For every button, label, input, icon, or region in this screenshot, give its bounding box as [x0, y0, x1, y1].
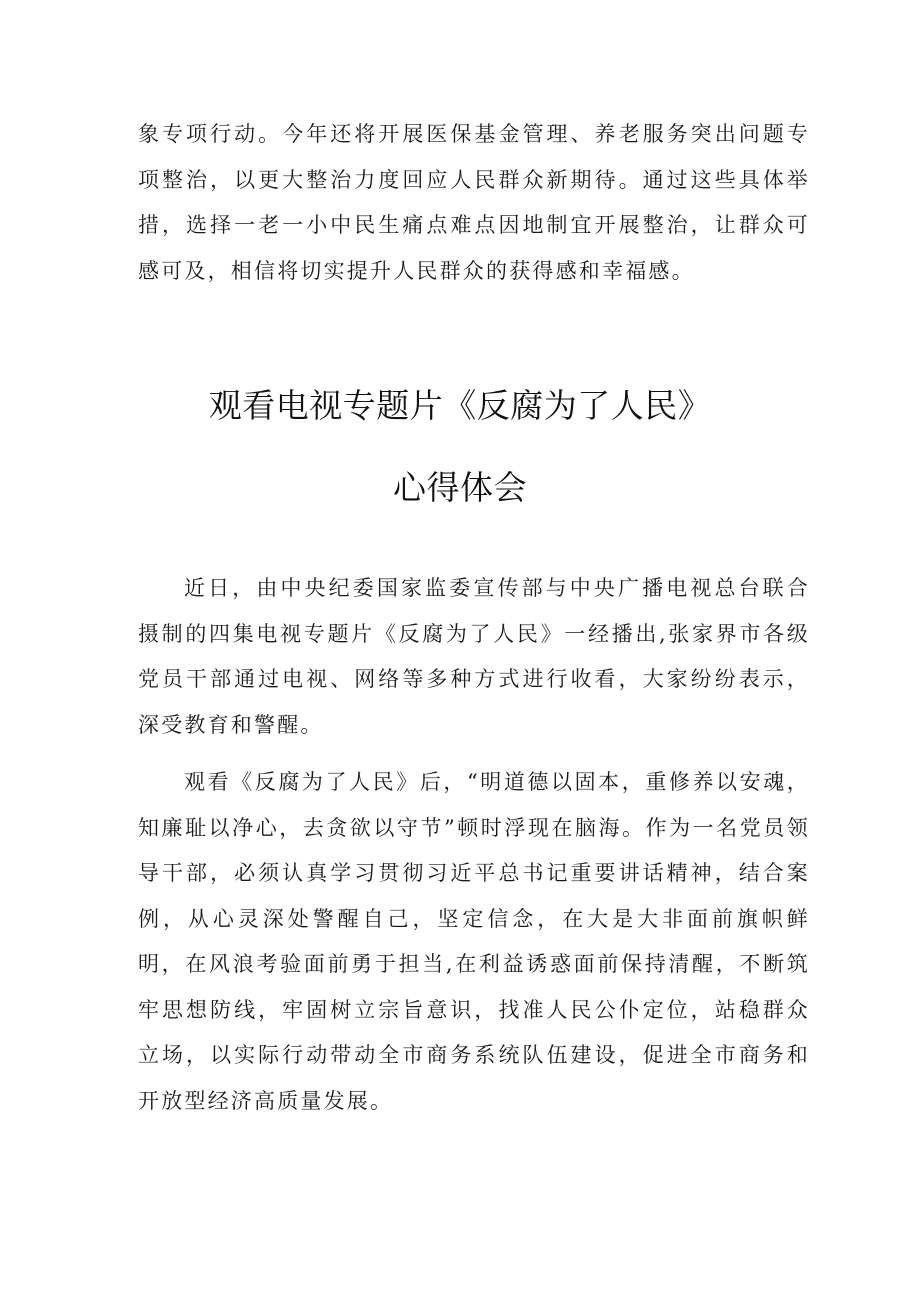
title-line-1: 观看电视专题片《反腐为了人民》: [208, 386, 712, 425]
body-paragraph-2: 观看《反腐为了人民》后，“明道德以固本，重修养以安魂，知廉耻以净心，去贪欲以守节”顿时浮现在脑海。作为一名党员领导干部，必须认真学习贯彻习近平总书记重要讲话精神，结合案例，从心灵深处警醒自己，坚定信念，在大是大非面前旗帜鲜明，在风浪考验面前勇于担当,在利益诱惑面前保持清醒，不断筑牢思想防线，牢固树立宗旨意识，找准人民公仆定位，站稳群众立场，以实际行动带动全市商务系统队伍建设，促进全市商务和开放型经济高质量发展。: [138, 770, 810, 1113]
title-line-2: 心得体会: [393, 468, 527, 507]
continued-paragraph: 象专项行动。今年还将开展医保基金管理、养老服务突出问题专项整治，以更大整治力度回应人民群众新期待。通过这些具体举措，选择一老一小中民生痛点难点因地制宜开展整治，让群众可感可及，相信将切实提升人民群众的获得感和幸福感。: [138, 122, 810, 283]
body-paragraph-1: 近日，由中央纪委国家监委宣传部与中央广播电视总台联合摄制的四集电视专题片《反腐为了人民》一经播出,张家界市各级党员干部通过电视、网络等多种方式进行收看，大家纷纷表示，深受教育和警醒。: [138, 576, 810, 737]
